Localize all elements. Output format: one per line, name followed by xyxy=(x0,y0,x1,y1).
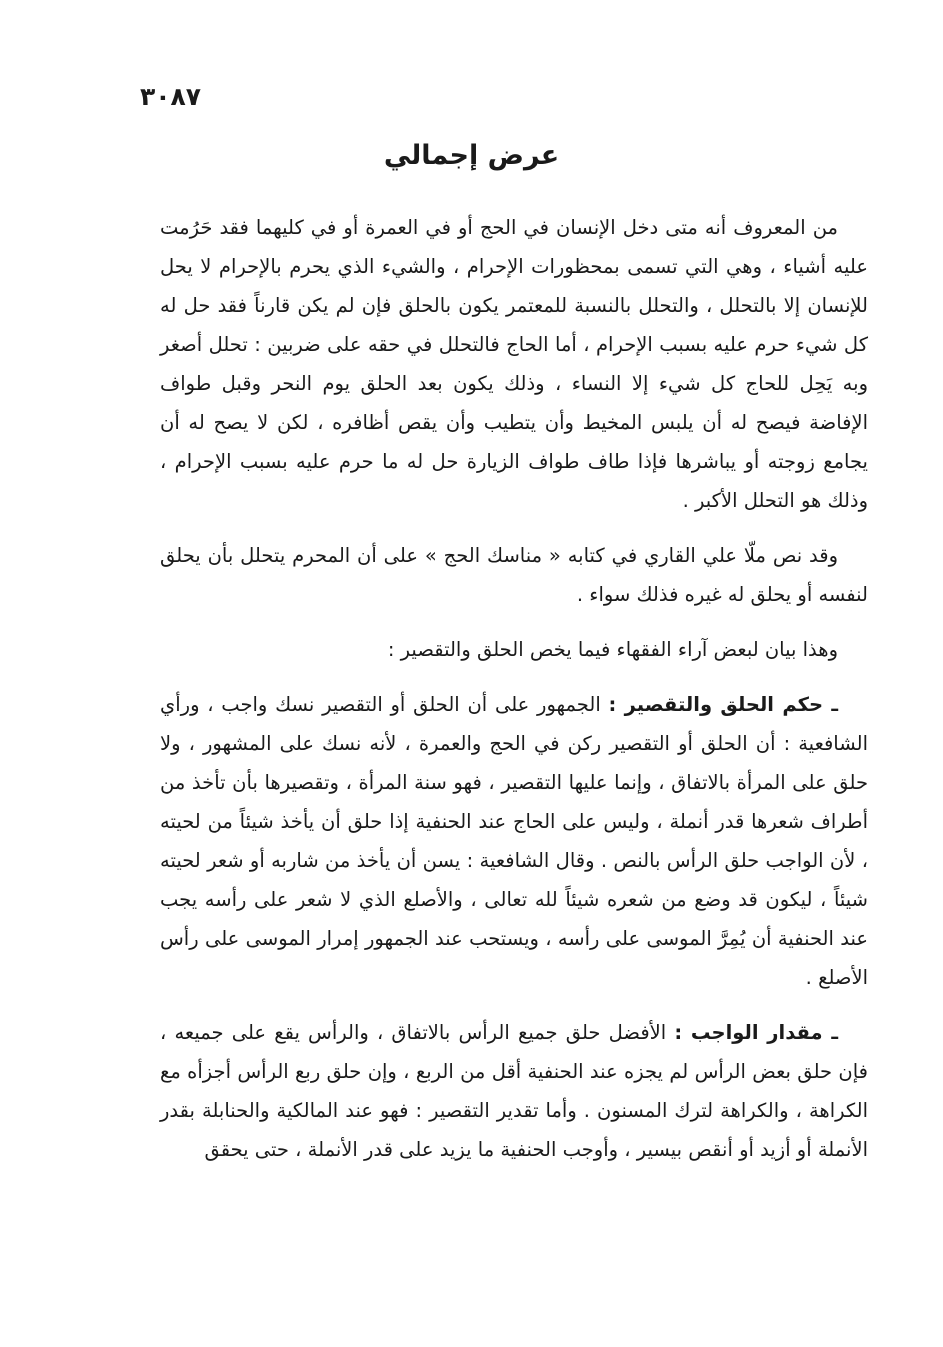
paragraph-ruling xyxy=(160,685,868,997)
paragraph-heading: ـ مقدار الواجب : xyxy=(674,1021,838,1044)
paragraph-overview xyxy=(160,630,868,669)
section-title: عرض إجمالي xyxy=(383,140,560,171)
body-text xyxy=(160,208,868,1185)
paragraph-text: وهذا بيان لبعض آراء الفقهاء فيما يخص الحلق والتقصير : xyxy=(387,638,838,661)
paragraph-text: من المعروف أنه متى دخل الإنسان في الحج أو في العمرة أو في كليهما فقد حَرُمت عليه أشياء ، وهي التي تسمى بمحظورات الإحرام ، والشيء الذي يحرم بالإحرام لا يحل للإنسان إلا بالتحلل ، والتحلل بالنسبة للمعتمر يكون بالحلق فإن لم يكن قارناً فقد حل له كل شيء حرم عليه بسبب الإحرام ، أما الحاج فالتحلل في حقه على ضربين : تحلل أصغر وبه يَحِل للحاج كل شيء إلا النساء ، وذلك يكون بعد الحلق يوم النحر وقبل طواف الإفاضة فيصح له أن يلبس المخيط وأن يتطيب وأن يقص أظافره ، لكن لا يصح له أن يجامع زوجته أو يباشرها فإذا طاف طواف الزيارة حل له ما حرم عليه بسبب الإحرام ، وذلك هو التحلل الأكبر . xyxy=(160,216,868,512)
paragraph-intro xyxy=(160,208,868,520)
paragraph-text: وقد نص ملّا علي القاري في كتابه « مناسك الحج » على أن المحرم يتحلل بأن يحلق لنفسه أو يحلق له غيره فذلك سواء . xyxy=(160,544,868,606)
paragraph-text: الجمهور على أن الحلق أو التقصير نسك واجب ، ورأي الشافعية : أن الحلق أو التقصير ركن في الحج والعمرة ، لأنه نسك على المشهور ، ولا حلق على المرأة بالاتفاق ، وإنما عليها التقصير ، فهو سنة المرأة ، وتقصيرها بأن تأخذ من أطراف شعرها قدر أنملة ، وليس على الحاج عند الحنفية إذا حلق أن يأخذ شيئاً من لحيته ، لأن الواجب حلق الرأس بالنص . وقال الشافعية : يسن أن يأخذ من شاربه أو شعر لحيته شيئاً ، ليكون قد وضع من شعره شيئاً لله تعالى ، والأصلع الذي لا شعر على رأسه يجب عند الحنفية أن يُمِرَّ الموسى على رأسه ، ويستحب عند الجمهور إمرار الموسى على رأس الأصلع . xyxy=(160,693,868,989)
page-number: ٣٠٨٧ xyxy=(140,82,202,111)
paragraph-text: الأفضل حلق جميع الرأس بالاتفاق ، والرأس يقع على جميعه ، فإن حلق بعض الرأس لم يجزه عند الحنفية أقل من الربع ، وإن حلق ربع الرأس أجزأه مع الكراهة ، والكراهة لترك المسنون . وأما تقدير التقصير : فهو عند المالكية والحنابلة بقدر الأنملة أو أزيد أو أنقص بيسير ، وأوجب الحنفية ما يزيد على قدر الأنملة ، حتى يحقق xyxy=(160,1021,868,1161)
paragraph-heading: ـ حكم الحلق والتقصير : xyxy=(608,693,839,716)
paragraph-amount xyxy=(160,1013,868,1169)
paragraph-mulla-ali xyxy=(160,536,868,614)
